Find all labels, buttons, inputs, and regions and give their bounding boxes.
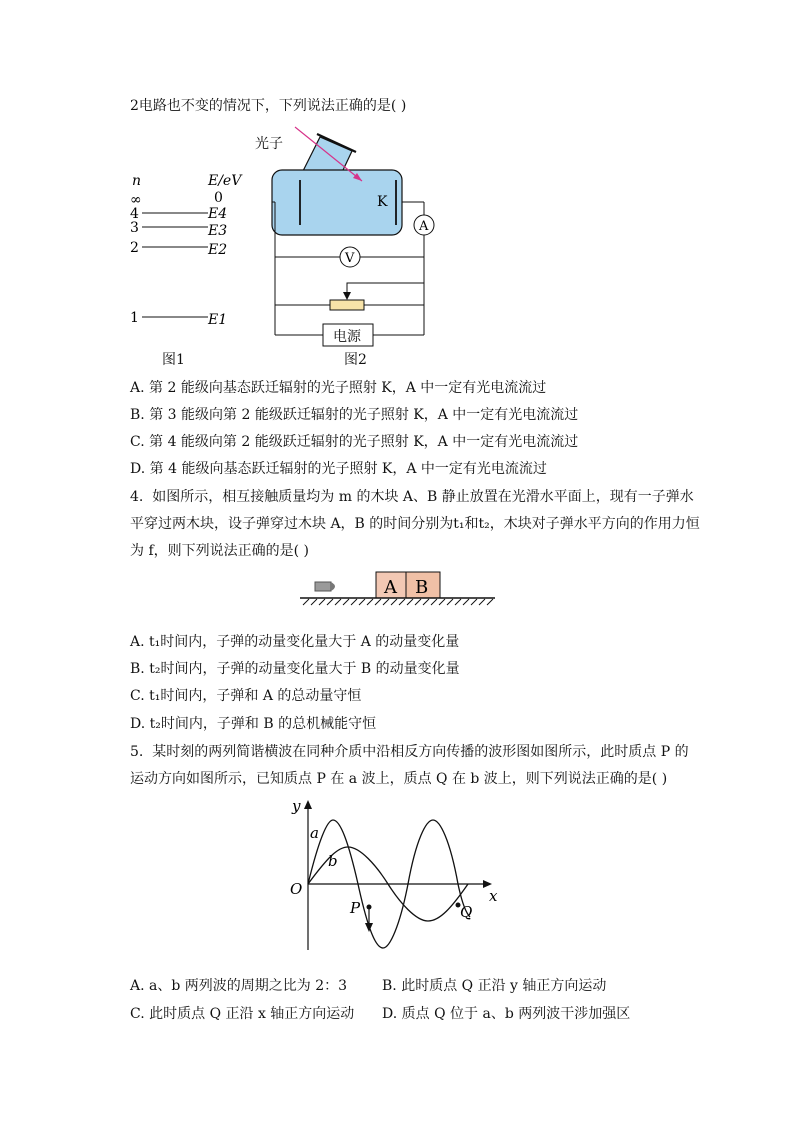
- level-n-1: 1: [130, 310, 139, 326]
- fig1-e-header: E/eV: [208, 173, 242, 189]
- q4-stem-line-2: 平穿过两木块，设子弹穿过木块 A，B 的时间分别为t₁和t₂，木块对子弹水平方向的作用力恒: [130, 516, 700, 532]
- level-n-3: 3: [130, 220, 139, 236]
- wave-a-label: a: [310, 824, 319, 842]
- q3-option-d: D. 第 4 能级向基态跃迁辐射的光子照射 K，A 中一定有光电流流过: [130, 461, 547, 477]
- y-axis-label: y: [292, 797, 301, 815]
- q4-option-a: A. t₁时间内，子弹的动量变化量大于 A 的动量变化量: [130, 634, 460, 650]
- ammeter-label: A: [419, 219, 429, 234]
- q4-option-b: B. t₂时间内，子弹的动量变化量大于 B 的动量变化量: [130, 661, 460, 677]
- level-e-1: E1: [208, 312, 228, 328]
- x-axis-label: x: [489, 887, 498, 905]
- level-n-4: 4: [130, 206, 139, 222]
- level-e-2: E2: [208, 242, 228, 258]
- q5-option-d: D. 质点 Q 位于 a、b 两列波干涉加强区: [382, 1006, 631, 1022]
- fig1-n-header: n: [132, 173, 142, 189]
- point-q-label: Q: [460, 903, 473, 921]
- fig2-caption: 图2: [344, 352, 367, 368]
- photon-label: 光子: [255, 136, 283, 152]
- q4-option-c: C. t₁时间内，子弹和 A 的总动量守恒: [130, 688, 362, 704]
- point-p-label: P: [350, 899, 361, 917]
- level-e-4: E4: [208, 206, 228, 222]
- origin-label: O: [290, 880, 303, 898]
- voltmeter-label: V: [345, 251, 355, 266]
- q4-stem-line-3: 为 f，则下列说法正确的是( ): [130, 543, 310, 559]
- q4-option-d: D. t₂时间内，子弹和 B 的总机械能守恒: [130, 716, 377, 732]
- q3-option-a: A. 第 2 能级向基态跃迁辐射的光子照射 K，A 中一定有光电流流过: [130, 380, 547, 396]
- block-b-label: B: [415, 577, 429, 598]
- q5-stem-line-1: 5. 某时刻的两列简谐横波在同种介质中沿相反方向传播的波形图如图所示，此时质点 P 的: [130, 744, 689, 760]
- q5-option-b: B. 此时质点 Q 正沿 y 轴正方向运动: [382, 978, 607, 994]
- q3-option-b: B. 第 3 能级向第 2 能级跃迁辐射的光子照射 K，A 中一定有光电流流过: [130, 407, 579, 423]
- q5-option-a: A. a、b 两列波的周期之比为 2：3: [130, 978, 348, 994]
- power-source-label: 电源: [333, 329, 361, 345]
- bullet-blocks-figure: [295, 568, 500, 608]
- energy-level-diagram: [120, 168, 250, 338]
- level-e-inf: 0: [214, 190, 223, 206]
- wave-graph: [280, 795, 510, 955]
- q5-option-c: C. 此时质点 Q 正沿 x 轴正方向运动: [130, 1006, 355, 1022]
- bullet: [315, 582, 331, 591]
- cathode-label: K: [377, 194, 388, 210]
- q4-stem-line-1: 4. 如图所示，相互接触质量均为 m 的木块 A、B 静止放置在光滑水平面上，现有一子弹水: [130, 489, 694, 505]
- wave-b-label: b: [328, 852, 338, 870]
- block-a-label: A: [384, 577, 397, 598]
- q3-option-c: C. 第 4 能级向第 2 能级跃迁辐射的光子照射 K，A 中一定有光电流流过: [130, 434, 579, 450]
- q5-stem-line-2: 运动方向如图所示，已知质点 P 在 a 波上，质点 Q 在 b 波上，则下列说法正确的是( ): [130, 771, 668, 787]
- level-e-3: E3: [208, 223, 228, 239]
- photoelectric-circuit: [250, 125, 450, 350]
- level-n-inf: ∞: [130, 192, 142, 208]
- q3-stem: 2电路也不变的情况下，下列说法正确的是( ): [130, 98, 407, 114]
- level-n-2: 2: [130, 240, 139, 256]
- fig1-caption: 图1: [162, 352, 185, 368]
